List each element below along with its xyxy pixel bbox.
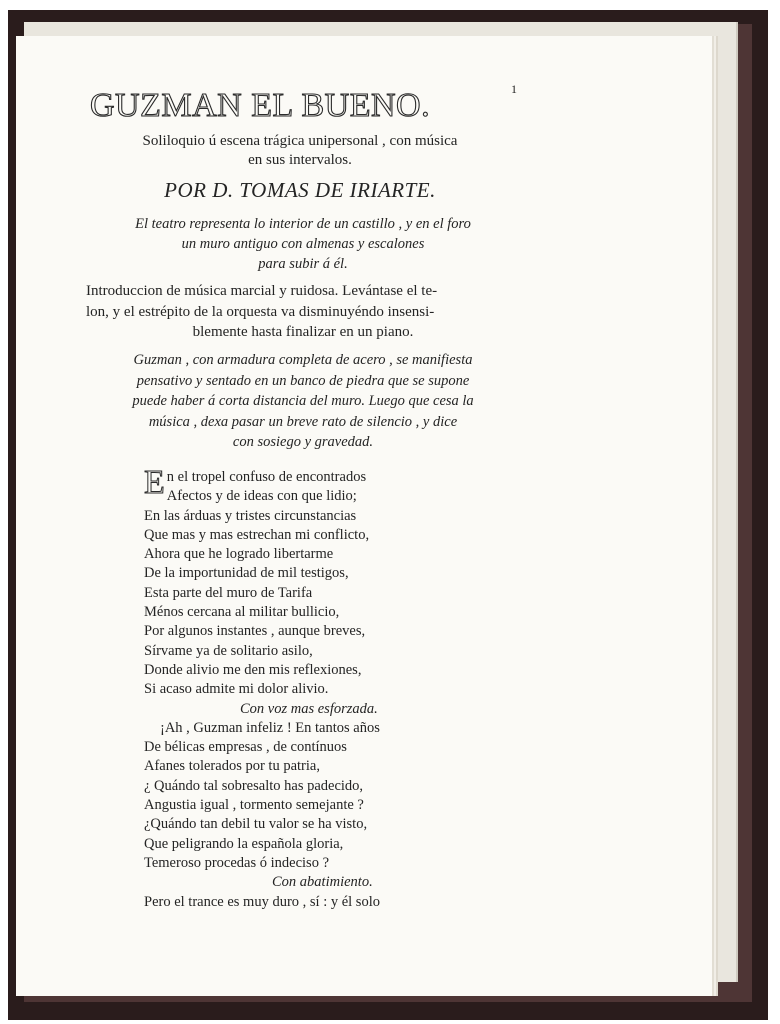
- verse-line: Afanes tolerados por tu patria,: [144, 758, 320, 775]
- stage-line: El teatro representa lo interior de un castillo , y en el foro: [135, 216, 471, 232]
- verse-line: Angustia igual , tormento semejante ?: [144, 797, 364, 814]
- drop-cap: E: [144, 464, 165, 501]
- direction-line: Guzman , con armadura completa de acero , se manifiesta: [133, 352, 473, 368]
- subtitle-line: Soliloquio ú escena trágica unipersonal , con música: [142, 133, 458, 149]
- verse-line: Si acaso admite mi dolor alivio.: [144, 681, 329, 698]
- subtitle: [80, 132, 520, 170]
- verse-line: En las árduas y tristes circunstancias: [144, 507, 357, 524]
- direction-line: pensativo y sentado en un banco de piedra que se supone: [136, 372, 470, 389]
- verse-line: Donde alivio me den mis reflexiones,: [144, 661, 362, 678]
- verse-line: Que peligrando la española gloria,: [144, 835, 344, 852]
- intro-line: blemente hasta finalizar en un piano.: [192, 324, 414, 340]
- direction-line: con sosiego y gravedad.: [232, 434, 374, 450]
- verse-stage-direction: Con abatimiento.: [272, 874, 373, 891]
- verse-line: n el tropel confuso de encontrados: [166, 469, 367, 485]
- intro-line: Introduccion de música marcial y ruidosa. Levántase el te-: [86, 283, 438, 299]
- page-number: 1: [511, 82, 517, 96]
- verse-line: De bélicas empresas , de contínuos: [144, 739, 347, 756]
- guzman-direction: [84, 350, 522, 453]
- stage-line: para subir á él.: [258, 256, 348, 272]
- verse-line: De la importunidad de mil testigos,: [144, 565, 349, 582]
- intro-line: lon, y el estrépito de la orquesta va disminuyéndo insensi-: [86, 303, 435, 320]
- verse-line: Afectos y de ideas con que lidio;: [166, 488, 357, 505]
- verse-line: Temeroso procedas ó indeciso ?: [144, 854, 330, 871]
- direction-line: puede haber á corta distancia del muro. Luego que cesa la: [132, 393, 474, 409]
- page-title: GUZMAN EL BUENO.: [90, 87, 431, 124]
- author-line: POR D. TOMAS DE IRIARTE.: [164, 178, 436, 202]
- intro-paragraph: [86, 281, 520, 343]
- verse-line: Que mas y mas estrechan mi conflicto,: [144, 526, 370, 543]
- direction-line: música , dexa pasar un breve rato de silencio , y dice: [148, 413, 458, 430]
- verse-line: ¿ Quándo tal sobresalto has padecido,: [144, 777, 364, 794]
- stage-line: un muro antiguo con almenas y escalones: [181, 236, 425, 252]
- verse-line: Sírvame ya de solitario asilo,: [144, 642, 313, 659]
- stage-directions: [78, 214, 528, 274]
- verse-line: Ménos cercana al militar bullicio,: [144, 604, 340, 621]
- verse-line: Por algunos instantes , aunque breves,: [144, 623, 366, 640]
- verse-line: Ahora que he logrado libertarme: [144, 546, 334, 563]
- verse-line: ¡Ah , Guzman infeliz ! En tantos años: [160, 719, 380, 736]
- verse-line: Pero el trance es muy duro , sí : y él solo: [144, 893, 380, 910]
- verse-line: Esta parte del muro de Tarifa: [144, 584, 313, 601]
- verse-stage-direction: Con voz mas esforzada.: [240, 700, 378, 717]
- verse-block: [144, 464, 474, 912]
- subtitle-line: en sus intervalos.: [248, 152, 352, 168]
- verse-line: ¿Quándo tan debil tu valor se ha visto,: [144, 816, 368, 833]
